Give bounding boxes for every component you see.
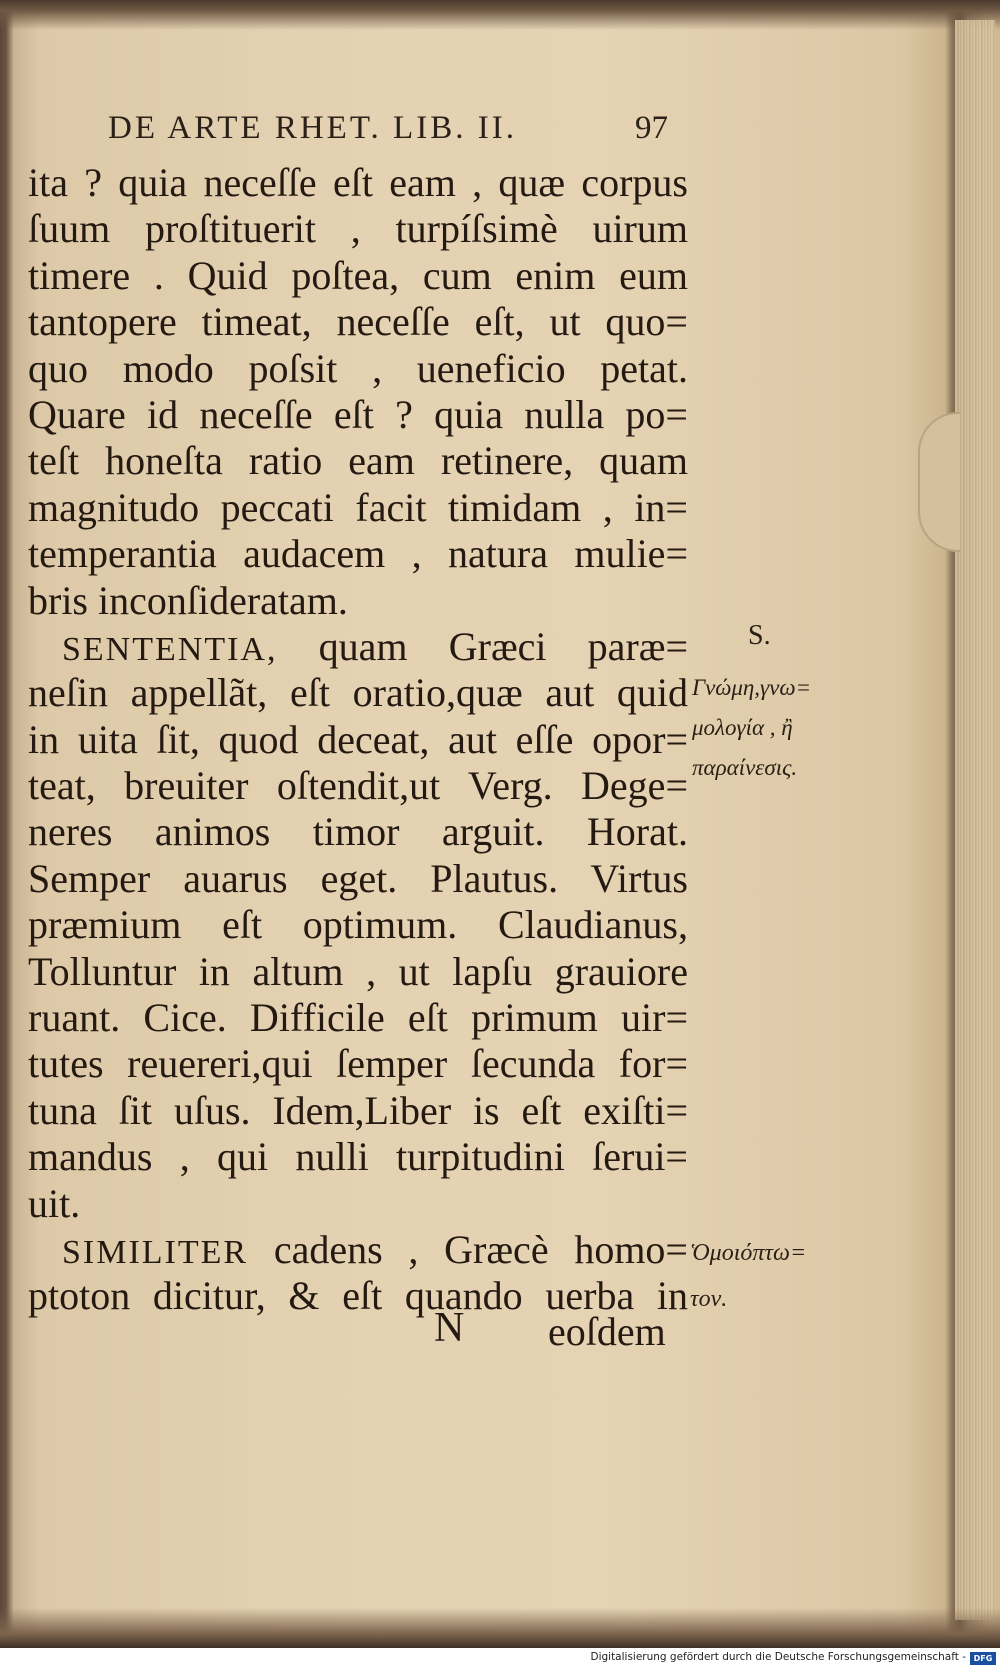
text-line: ptoton dicitur, & eſt quando uerba in xyxy=(28,1273,688,1319)
page-edges xyxy=(955,20,995,1620)
text-line: bris inconſideratam. xyxy=(28,577,348,623)
text-line: quo modo poſsit , ueneficio petat. xyxy=(28,345,688,391)
signature-mark: N xyxy=(434,1305,465,1351)
sententia-first-line xyxy=(28,624,688,670)
text-line: teſt honeſta ratio eam retinere, quam xyxy=(28,438,688,484)
marginal-s-mark: S. xyxy=(748,620,771,651)
dfg-logo: DFG xyxy=(970,1652,996,1665)
text-line: teat, breuiter oſtendit,ut Verg. Dege= xyxy=(28,763,688,809)
marginal-greek-line: Ὁμοιόπτω= xyxy=(690,1240,807,1266)
text-line: temperantia audacem , natura mulie= xyxy=(28,531,688,577)
marginal-greek-line: Γνώμη,γνω= xyxy=(692,675,812,700)
text-line: Quare id neceſſe eſt ? quia nulla po= xyxy=(28,391,688,437)
marginal-greek-line: τον. xyxy=(690,1286,728,1312)
text-line: Tolluntur in altum , ut lapſu grauiore xyxy=(28,948,688,994)
similiter-first-line xyxy=(28,1227,688,1273)
marginal-greek-similiter xyxy=(690,1230,806,1322)
text-line: ruant. Cice. Difficile eſt primum uir= xyxy=(28,995,688,1041)
text-body xyxy=(28,160,688,1320)
text-line: mandus , qui nulli turpitudini ſerui= xyxy=(28,1134,688,1180)
similiter-heading-word: SIMILITER xyxy=(62,1233,249,1271)
page-number: 97 xyxy=(635,110,668,146)
text-line: ita ? quia neceſſe eſt eam , quæ corpus xyxy=(28,160,688,205)
text-line: Semper auarus eget. Plautus. Virtus xyxy=(28,855,688,901)
text-line: præmium eſt optimum. Claudianus, xyxy=(28,902,688,948)
marginal-greek-line: μολογία , ἢ xyxy=(692,715,793,740)
running-head: DE ARTE RHET. LIB. II. xyxy=(108,110,517,146)
similiter-first-rest: cadens , Græcè homo= xyxy=(248,1226,688,1272)
text-line: magnitudo peccati facit timidam , in= xyxy=(28,484,688,530)
text-line: uit. xyxy=(28,1180,81,1226)
text-line: tantopere timeat, neceſſe eſt, ut quo= xyxy=(28,299,688,345)
marginal-greek-line: παραίνεσις. xyxy=(692,755,798,780)
text-line: neres animos timor arguit. Horat. xyxy=(28,809,688,855)
text-line: tuna ſit uſus. Idem,Liber is eſt exiſti= xyxy=(28,1087,688,1133)
sententia-first-rest: quam Græci paræ= xyxy=(277,623,688,669)
sententia-heading-word: SENTENTIA, xyxy=(62,630,278,668)
text-line: timere . Quid poſtea, cum enim eum xyxy=(28,252,688,298)
text-line: tutes reuereri,qui ſemper ſecunda for= xyxy=(28,1041,688,1087)
text-line: in uita ſit, quod deceat, aut eſſe opor= xyxy=(28,716,688,762)
text-line: ſuum proſtituerit , turpíſsimè uirum xyxy=(28,206,688,252)
text-line: neſin appellãt, eſt oratio,quæ aut quid xyxy=(28,670,688,716)
footer-credit: Digitalisierung gefördert durch die Deutsche Forschungsgemeinschaft - xyxy=(590,1651,966,1663)
page-tab-marker xyxy=(918,412,960,552)
marginal-greek-sententia xyxy=(692,668,811,788)
catchword: eoſdem xyxy=(548,1309,666,1354)
